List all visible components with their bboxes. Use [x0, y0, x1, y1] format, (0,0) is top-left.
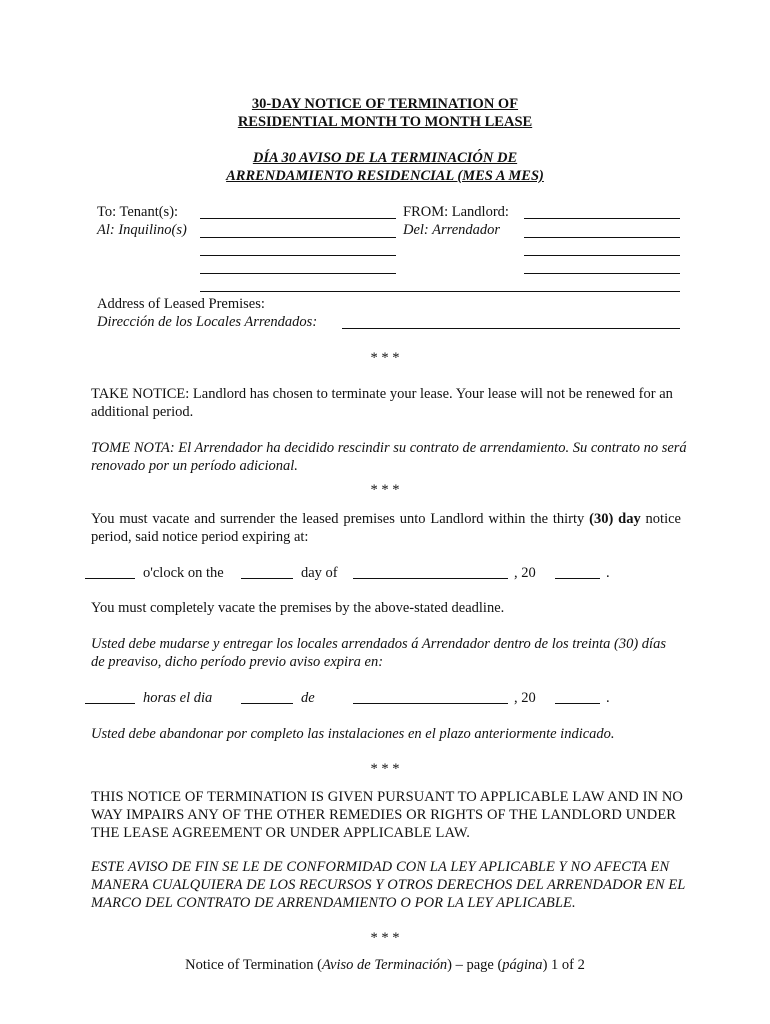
- title-es-line-1: DÍA 30 AVISO DE LA TERMINACIÓN DE: [252, 150, 518, 166]
- separator-1: * * *: [370, 350, 400, 366]
- de-label: de: [301, 690, 315, 706]
- period-mark-es: .: [606, 690, 610, 706]
- deadline-es: Usted debe abandonar por completo las instalaciones en el plazo anteriormente indicado.: [91, 726, 615, 742]
- landlord-line-2[interactable]: [524, 237, 680, 238]
- vacate-text: [91, 510, 681, 546]
- month-blank[interactable]: [353, 578, 508, 579]
- landlord-line-1[interactable]: [524, 218, 680, 219]
- take-notice-en: TAKE NOTICE: Landlord has chosen to terminate your lease. Your lease will not be renewed for an additional period.: [91, 386, 673, 420]
- vacate-text-es: Usted debe mudarse y entregar los locales arrendados á Arrendador dentro de los treinta (30) días de preaviso, dicho período previo aviso expira en:: [91, 636, 666, 670]
- tenant-label-es: Al: Inquilino(s): [97, 222, 187, 238]
- title-es-line-2: ARRENDAMIENTO RESIDENCIAL (MES A MES): [226, 168, 544, 184]
- law-es: ESTE AVISO DE FIN SE LE DE CONFORMIDAD CON LA LEY APLICABLE Y NO AFECTA EN MANERA CUALQUIERA DE LOS RECURSOS Y OTROS DERECHOS DEL ARRENDADOR EN EL MARCO DEL CONTRATO DE ARRENDAMIENTO O POR LA LEY APLICABLE.: [91, 859, 686, 911]
- tenant-line-3[interactable]: [200, 255, 396, 256]
- landlord-label: FROM: Landlord:: [403, 204, 509, 220]
- tenant-label: To: Tenant(s):: [97, 204, 179, 220]
- year-label-es: , 20: [514, 690, 536, 706]
- period-mark: .: [606, 565, 610, 581]
- separator-3: * * *: [370, 761, 400, 777]
- footer-prefix: Notice of Termination (: [185, 957, 322, 973]
- vacate-text-bold: (30) day: [589, 511, 641, 527]
- landlord-line-4[interactable]: [524, 273, 680, 274]
- year-blank[interactable]: [555, 578, 600, 579]
- tenant-line-1[interactable]: [200, 218, 396, 219]
- tenant-line-4[interactable]: [200, 273, 396, 274]
- vacate-text-before: You must vacate and surrender the leased premises unto Landlord within the thirty: [91, 511, 590, 527]
- page-footer: [0, 956, 770, 974]
- clock-label: o'clock on the: [143, 565, 224, 581]
- address-label: Address of Leased Premises:: [97, 296, 265, 312]
- party-extra-line[interactable]: [200, 291, 680, 292]
- year-blank-es[interactable]: [555, 703, 600, 704]
- address-line[interactable]: [342, 328, 680, 329]
- footer-suffix: ) 1 of 2: [542, 957, 585, 973]
- footer-pagina: página: [502, 957, 543, 973]
- deadline-en: You must completely vacate the premises by the above-stated deadline.: [91, 600, 505, 616]
- title-line-2: RESIDENTIAL MONTH TO MONTH LEASE: [237, 114, 533, 130]
- separator-4: * * *: [370, 930, 400, 946]
- horas-blank[interactable]: [85, 703, 135, 704]
- footer-mid: ) – page (: [447, 957, 503, 973]
- day-blank[interactable]: [241, 578, 293, 579]
- vacate-text-after: notice period, said notice period expiring at:: [91, 511, 681, 545]
- address-label-es: Dirección de los Locales Arrendados:: [97, 314, 318, 330]
- title-line-1: 30-DAY NOTICE OF TERMINATION OF: [251, 96, 519, 112]
- hour-blank[interactable]: [85, 578, 135, 579]
- mes-blank[interactable]: [353, 703, 508, 704]
- year-label: , 20: [514, 565, 536, 581]
- horas-label: horas el dia: [143, 690, 213, 706]
- tenant-line-2[interactable]: [200, 237, 396, 238]
- day-of-label: day of: [301, 565, 338, 581]
- dia-blank[interactable]: [241, 703, 293, 704]
- landlord-line-3[interactable]: [524, 255, 680, 256]
- footer-aviso: Aviso de Terminación: [321, 957, 448, 973]
- separator-2: * * *: [370, 482, 400, 498]
- landlord-label-es: Del: Arrendador: [403, 222, 501, 238]
- law-en: THIS NOTICE OF TERMINATION IS GIVEN PURSUANT TO APPLICABLE LAW AND IN NO WAY IMPAIRS ANY OF THE OTHER REMEDIES OR RIGHTS OF THE LANDLORD UNDER THE LEASE AGREEMENT OR UNDER APPLICABLE LAW.: [91, 789, 683, 841]
- take-notice-es: TOME NOTA: El Arrendador ha decidido rescindir su contrato de arrendamiento. Su contrato no será renovado por un período adicional.: [91, 440, 687, 474]
